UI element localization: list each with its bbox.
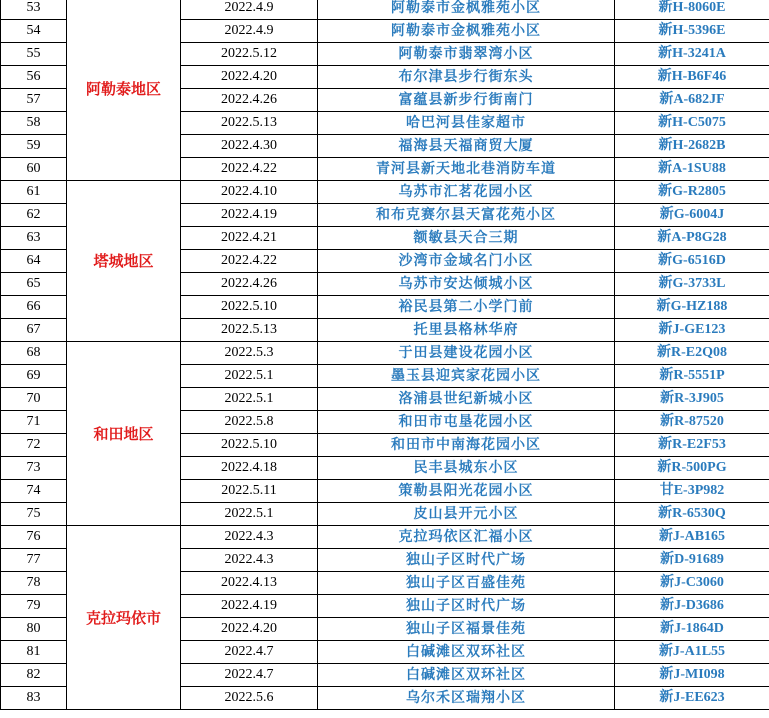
plate-number-cell: 新J-AB165 (615, 526, 769, 549)
row-number-cell: 83 (1, 687, 67, 710)
location-cell: 独山子区时代广场 (318, 595, 615, 618)
plate-number-cell: 新H-C5075 (615, 112, 769, 135)
row-number-cell: 81 (1, 641, 67, 664)
plate-number-cell: 新G-6004J (615, 204, 769, 227)
plate-number-cell: 新R-3J905 (615, 388, 769, 411)
date-cell: 2022.5.10 (181, 434, 318, 457)
location-cell: 于田县建设花园小区 (318, 342, 615, 365)
date-cell: 2022.4.20 (181, 618, 318, 641)
row-number-cell: 71 (1, 411, 67, 434)
row-number-cell: 79 (1, 595, 67, 618)
date-cell: 2022.4.9 (181, 0, 318, 20)
row-number-cell: 66 (1, 296, 67, 319)
location-cell: 青河县新天地北巷消防车道 (318, 158, 615, 181)
row-number-cell: 73 (1, 457, 67, 480)
date-cell: 2022.5.3 (181, 342, 318, 365)
location-cell: 裕民县第二小学门前 (318, 296, 615, 319)
date-cell: 2022.5.13 (181, 112, 318, 135)
plate-number-cell: 新R-6530Q (615, 503, 769, 526)
plate-number-cell: 新H-3241A (615, 43, 769, 66)
date-cell: 2022.5.1 (181, 503, 318, 526)
date-cell: 2022.4.7 (181, 664, 318, 687)
date-cell: 2022.4.19 (181, 595, 318, 618)
row-number-cell: 62 (1, 204, 67, 227)
row-number-cell: 53 (1, 0, 67, 20)
location-cell: 乌尔禾区瑞翔小区 (318, 687, 615, 710)
location-cell: 独山子区时代广场 (318, 549, 615, 572)
region-cell: 塔城地区 (67, 181, 181, 342)
location-cell: 墨玉县迎宾家花园小区 (318, 365, 615, 388)
table-row (1, 342, 769, 365)
plate-number-cell: 新H-2682B (615, 135, 769, 158)
location-cell: 洛浦县世纪新城小区 (318, 388, 615, 411)
location-cell: 额敏县天合三期 (318, 227, 615, 250)
plate-number-cell: 新R-500PG (615, 457, 769, 480)
location-cell: 乌苏市汇茗花园小区 (318, 181, 615, 204)
region-cell: 阿勒泰地区 (67, 0, 181, 181)
location-cell: 白碱滩区双环社区 (318, 641, 615, 664)
row-number-cell: 63 (1, 227, 67, 250)
row-number-cell: 75 (1, 503, 67, 526)
table-row (1, 181, 769, 204)
location-cell: 克拉玛依区汇福小区 (318, 526, 615, 549)
location-cell: 托里县格林华府 (318, 319, 615, 342)
plate-number-cell: 新H-5396E (615, 20, 769, 43)
plate-number-cell: 新J-EE623 (615, 687, 769, 710)
date-cell: 2022.4.21 (181, 227, 318, 250)
plate-number-cell: 新G-6516D (615, 250, 769, 273)
row-number-cell: 57 (1, 89, 67, 112)
row-number-cell: 76 (1, 526, 67, 549)
plate-number-cell: 新R-87520 (615, 411, 769, 434)
table-row (1, 0, 769, 20)
row-number-cell: 65 (1, 273, 67, 296)
date-cell: 2022.4.26 (181, 273, 318, 296)
plate-number-cell: 新G-HZ188 (615, 296, 769, 319)
date-cell: 2022.4.7 (181, 641, 318, 664)
plate-number-cell: 新J-MI098 (615, 664, 769, 687)
location-cell: 和田市屯垦花园小区 (318, 411, 615, 434)
location-cell: 沙湾市金域名门小区 (318, 250, 615, 273)
location-cell: 皮山县开元小区 (318, 503, 615, 526)
plate-number-cell: 新J-D3686 (615, 595, 769, 618)
plate-number-cell: 新R-E2F53 (615, 434, 769, 457)
location-cell: 乌苏市安达倾城小区 (318, 273, 615, 296)
plate-number-cell: 新H-B6F46 (615, 66, 769, 89)
plate-number-cell: 新J-1864D (615, 618, 769, 641)
location-cell: 福海县天福商贸大厦 (318, 135, 615, 158)
location-cell: 和布克赛尔县天富花苑小区 (318, 204, 615, 227)
date-cell: 2022.4.13 (181, 572, 318, 595)
date-cell: 2022.5.8 (181, 411, 318, 434)
date-cell: 2022.4.22 (181, 250, 318, 273)
date-cell: 2022.4.9 (181, 20, 318, 43)
row-number-cell: 64 (1, 250, 67, 273)
plate-number-cell: 新R-E2Q08 (615, 342, 769, 365)
row-number-cell: 54 (1, 20, 67, 43)
plate-number-cell: 新J-C3060 (615, 572, 769, 595)
row-number-cell: 58 (1, 112, 67, 135)
plate-number-cell: 新R-5551P (615, 365, 769, 388)
date-cell: 2022.4.10 (181, 181, 318, 204)
location-cell: 哈巴河县佳家超市 (318, 112, 615, 135)
date-cell: 2022.5.13 (181, 319, 318, 342)
row-number-cell: 67 (1, 319, 67, 342)
location-cell: 阿勒泰市金枫雅苑小区 (318, 0, 615, 20)
row-number-cell: 56 (1, 66, 67, 89)
row-number-cell: 78 (1, 572, 67, 595)
date-cell: 2022.4.30 (181, 135, 318, 158)
row-number-cell: 77 (1, 549, 67, 572)
location-cell: 富蕴县新步行街南门 (318, 89, 615, 112)
date-cell: 2022.4.3 (181, 549, 318, 572)
location-cell: 阿勒泰市翡翠湾小区 (318, 43, 615, 66)
plate-number-cell: 新J-A1L55 (615, 641, 769, 664)
location-cell: 民丰县城东小区 (318, 457, 615, 480)
row-number-cell: 82 (1, 664, 67, 687)
row-number-cell: 72 (1, 434, 67, 457)
plate-number-cell: 新D-91689 (615, 549, 769, 572)
plate-number-cell: 新A-682JF (615, 89, 769, 112)
location-cell: 白碱滩区双环社区 (318, 664, 615, 687)
date-cell: 2022.4.22 (181, 158, 318, 181)
plate-number-cell: 新A-1SU88 (615, 158, 769, 181)
plate-number-cell: 甘E-3P982 (615, 480, 769, 503)
date-cell: 2022.5.11 (181, 480, 318, 503)
region-cell: 和田地区 (67, 342, 181, 526)
row-number-cell: 60 (1, 158, 67, 181)
location-cell: 和田市中南海花园小区 (318, 434, 615, 457)
location-cell: 策勒县阳光花园小区 (318, 480, 615, 503)
location-cell: 独山子区福景佳苑 (318, 618, 615, 641)
table-body (1, 0, 769, 710)
row-number-cell: 69 (1, 365, 67, 388)
row-number-cell: 59 (1, 135, 67, 158)
date-cell: 2022.4.18 (181, 457, 318, 480)
location-cell: 布尔津县步行街东头 (318, 66, 615, 89)
row-number-cell: 61 (1, 181, 67, 204)
date-cell: 2022.4.26 (181, 89, 318, 112)
row-number-cell: 68 (1, 342, 67, 365)
date-cell: 2022.5.1 (181, 388, 318, 411)
plate-number-cell: 新H-8060E (615, 0, 769, 20)
region-cell: 克拉玛依市 (67, 526, 181, 710)
date-cell: 2022.5.12 (181, 43, 318, 66)
date-cell: 2022.4.20 (181, 66, 318, 89)
row-number-cell: 55 (1, 43, 67, 66)
date-cell: 2022.4.3 (181, 526, 318, 549)
row-number-cell: 80 (1, 618, 67, 641)
date-cell: 2022.5.10 (181, 296, 318, 319)
plate-number-cell: 新J-GE123 (615, 319, 769, 342)
plate-number-cell: 新A-P8G28 (615, 227, 769, 250)
location-cell: 独山子区百盛佳苑 (318, 572, 615, 595)
plate-number-cell: 新G-3733L (615, 273, 769, 296)
location-cell: 阿勒泰市金枫雅苑小区 (318, 20, 615, 43)
plate-number-cell: 新G-R2805 (615, 181, 769, 204)
date-cell: 2022.5.6 (181, 687, 318, 710)
table-row (1, 526, 769, 549)
row-number-cell: 74 (1, 480, 67, 503)
row-number-cell: 70 (1, 388, 67, 411)
date-cell: 2022.5.1 (181, 365, 318, 388)
date-cell: 2022.4.19 (181, 204, 318, 227)
